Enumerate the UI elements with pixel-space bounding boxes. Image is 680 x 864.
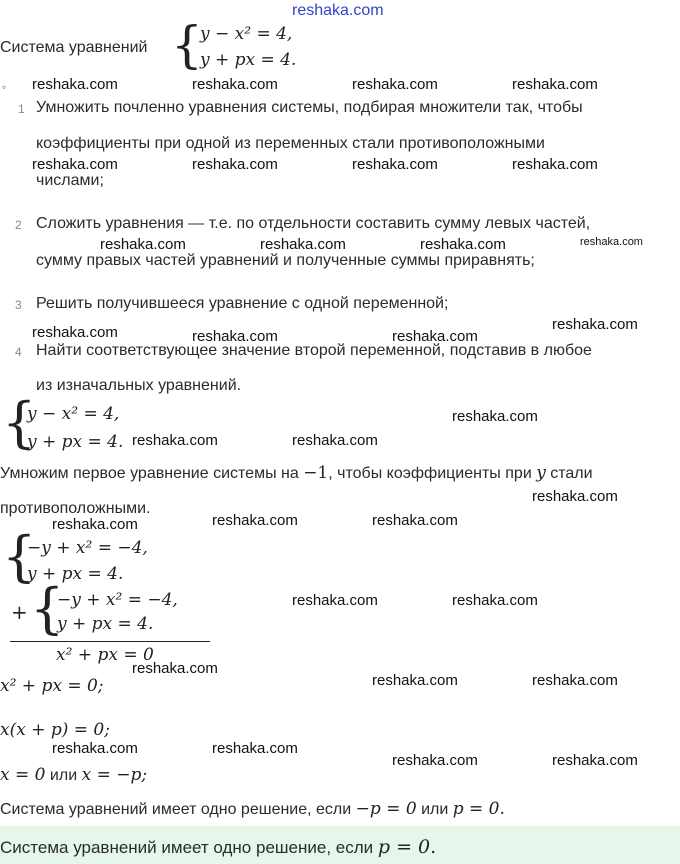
derivation-line2: x(x + p) = 0;	[0, 720, 110, 740]
root-2: x = −p;	[81, 765, 148, 785]
watermark: reshaka.com	[212, 512, 298, 529]
system1-brace: {	[2, 391, 37, 454]
watermark: reshaka.com	[292, 2, 384, 19]
watermark: reshaka.com	[372, 512, 458, 529]
sum-line	[10, 641, 210, 642]
step-text: Найти соответствующее значение второй переменной, подставив в любое	[36, 342, 592, 359]
multiply-var: y	[536, 463, 546, 483]
multiply-mid: , чтобы коэффициенты при	[328, 465, 537, 482]
watermark: reshaka.com	[532, 672, 618, 689]
intro-label: Система уравнений	[0, 39, 148, 56]
derivation-line1: x² + px = 0;	[0, 676, 104, 696]
multiply-pre: Умножим первое уравнение системы на	[0, 465, 304, 482]
watermark: reshaka.com	[292, 432, 378, 449]
watermark: reshaka.com	[420, 236, 506, 253]
intro-eq1: y − x² = 4,	[200, 24, 293, 44]
step-text: Решить получившееся уравнение с одной переменной;	[36, 295, 449, 312]
conclusion	[0, 799, 505, 820]
multiply-factor: −1	[303, 463, 329, 483]
watermark: reshaka.com	[580, 236, 643, 248]
system2-eq2: y + px = 4.	[27, 564, 124, 584]
watermark: reshaka.com	[552, 752, 638, 769]
watermark: reshaka.com	[552, 316, 638, 333]
root-1: x = 0	[0, 765, 46, 785]
sum-result: x² + px = 0	[56, 645, 154, 665]
watermark: reshaka.com	[100, 236, 186, 253]
step-text: коэффициенты при одной из переменных стали противоположными	[36, 135, 545, 152]
watermark: reshaka.com	[532, 488, 618, 505]
answer-cond: p = 0.	[377, 836, 437, 858]
watermark: reshaka.com	[452, 592, 538, 609]
multiply-line2: противоположными.	[0, 500, 151, 517]
watermark: reshaka.com	[392, 328, 478, 345]
sum-brace: {	[30, 577, 65, 640]
watermark: reshaka.com	[260, 236, 346, 253]
watermark: reshaka.com	[132, 660, 218, 677]
system2-brace: {	[2, 525, 37, 588]
watermark: reshaka.com	[32, 324, 118, 341]
multiply-sentence	[0, 463, 593, 484]
sum-plus: +	[11, 600, 28, 624]
step-text: сумму правых частей уравнений и полученные суммы приравнять;	[36, 252, 535, 269]
watermark: reshaka.com	[352, 156, 438, 173]
watermark: reshaka.com	[512, 156, 598, 173]
step-text: Умножить почленно уравнения системы, подбирая множители так, чтобы	[36, 99, 583, 116]
watermark: reshaka.com	[32, 156, 118, 173]
step-number: 4	[15, 345, 22, 359]
sum-eq1: −y + x² = −4,	[57, 590, 178, 610]
watermark: reshaka.com	[392, 752, 478, 769]
sum-eq2: y + px = 4.	[57, 614, 154, 634]
or-word: или	[45, 767, 82, 784]
intro-eq2: y + px = 4.	[200, 50, 297, 70]
conclusion-cond2: p = 0.	[452, 799, 505, 819]
system2-eq1: −y + x² = −4,	[27, 538, 148, 558]
step-number: 2	[15, 218, 22, 232]
intro-brace: {	[171, 16, 203, 74]
system1-eq1: y − x² = 4,	[27, 404, 120, 424]
watermark: reshaka.com	[512, 76, 598, 93]
step-number: 3	[15, 298, 22, 312]
watermark: reshaka.com	[372, 672, 458, 689]
step-text: Сложить уравнения — т.е. по отдельности составить сумму левых частей,	[36, 215, 591, 232]
watermark: reshaka.com	[292, 592, 378, 609]
watermark: reshaka.com	[52, 516, 138, 533]
watermark: reshaka.com	[212, 740, 298, 757]
conclusion-cond1: −p = 0	[355, 799, 417, 819]
step-text: числами;	[36, 172, 104, 189]
step-text: из изначальных уравнений.	[36, 377, 242, 394]
watermark: reshaka.com	[52, 740, 138, 757]
watermark: reshaka.com	[352, 76, 438, 93]
answer-pre: Система уравнений имеет одно решение, если	[0, 838, 378, 857]
conclusion-or: или	[416, 801, 453, 818]
watermark: reshaka.com	[192, 328, 278, 345]
watermark: reshaka.com	[192, 156, 278, 173]
answer-text	[0, 837, 436, 858]
watermark: reshaka.com	[192, 76, 278, 93]
list-marker: ◦	[2, 80, 7, 94]
watermark: reshaka.com	[132, 432, 218, 449]
step-number: 1	[18, 102, 25, 116]
watermark: reshaka.com	[32, 76, 118, 93]
watermark: reshaka.com	[452, 408, 538, 425]
system1-eq2: y + px = 4.	[27, 432, 124, 452]
conclusion-pre: Система уравнений имеет одно решение, если	[0, 801, 356, 818]
multiply-post: стали	[545, 465, 593, 482]
derivation-line3	[0, 765, 147, 786]
